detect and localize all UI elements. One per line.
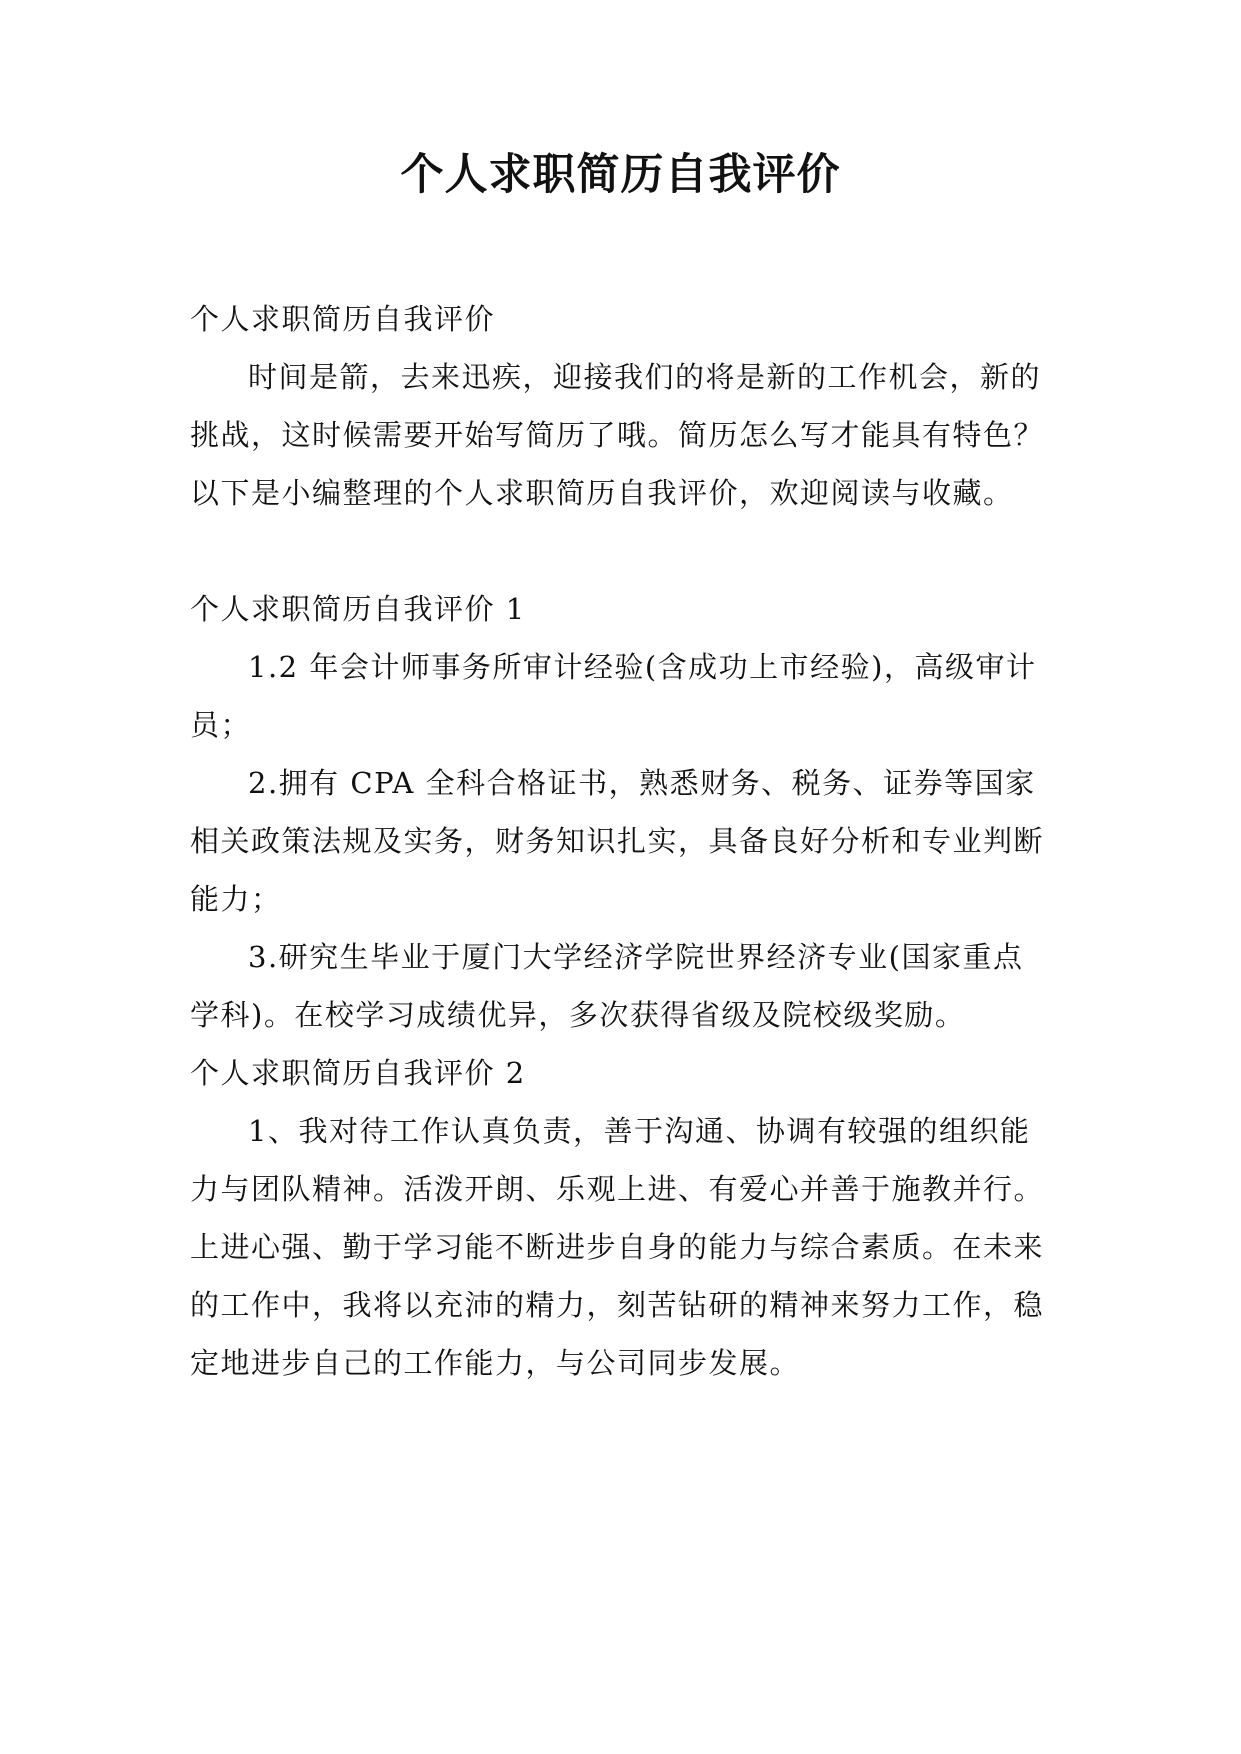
section-2-item-1: 1、我对待工作认真负责，善于沟通、协调有较强的组织能力与团队精神。活泼开朗、乐观上进、有爱心并善于施教并行。上进心强、勤于学习能不断进步自身的能力与综合素质。在未来的工作中，我将以充沛的精力，刻苦钻研的精神来努力工作，稳定地进步自己的工作能力，与公司同步发展。 xyxy=(190,1114,1045,1380)
intro-paragraph: 时间是箭，去来迅疾，迎接我们的将是新的工作机会，新的挑战，这时候需要开始写简历了哦。简历怎么写才能具有特色？以下是小编整理的个人求职简历自我评价，欢迎阅读与收藏。 xyxy=(190,360,1045,510)
section-1-heading: 个人求职简历自我评价 1 xyxy=(190,592,526,626)
section-spacer xyxy=(190,522,1050,580)
section-1-item-1: 1.2 年会计师事务所审计经验(含成功上市经验)，高级审计员； xyxy=(190,650,1037,742)
section-1-item-3: 3.研究生毕业于厦门大学经济学院世界经济专业(国家重点学科)。在校学习成绩优异，多次获得省级及院校级奖励。 xyxy=(190,940,1024,1032)
section-1-item-2: 2.拥有 CPA 全科合格证书，熟悉财务、税务、证券等国家相关政策法规及实务，财务知识扎实，具备良好分析和专业判断能力； xyxy=(190,766,1045,916)
section-2-heading: 个人求职简历自我评价 2 xyxy=(190,1056,526,1090)
document-body xyxy=(190,290,1050,1392)
intro-heading: 个人求职简历自我评价 xyxy=(190,302,496,336)
document-title: 个人求职简历自我评价 xyxy=(400,150,841,200)
